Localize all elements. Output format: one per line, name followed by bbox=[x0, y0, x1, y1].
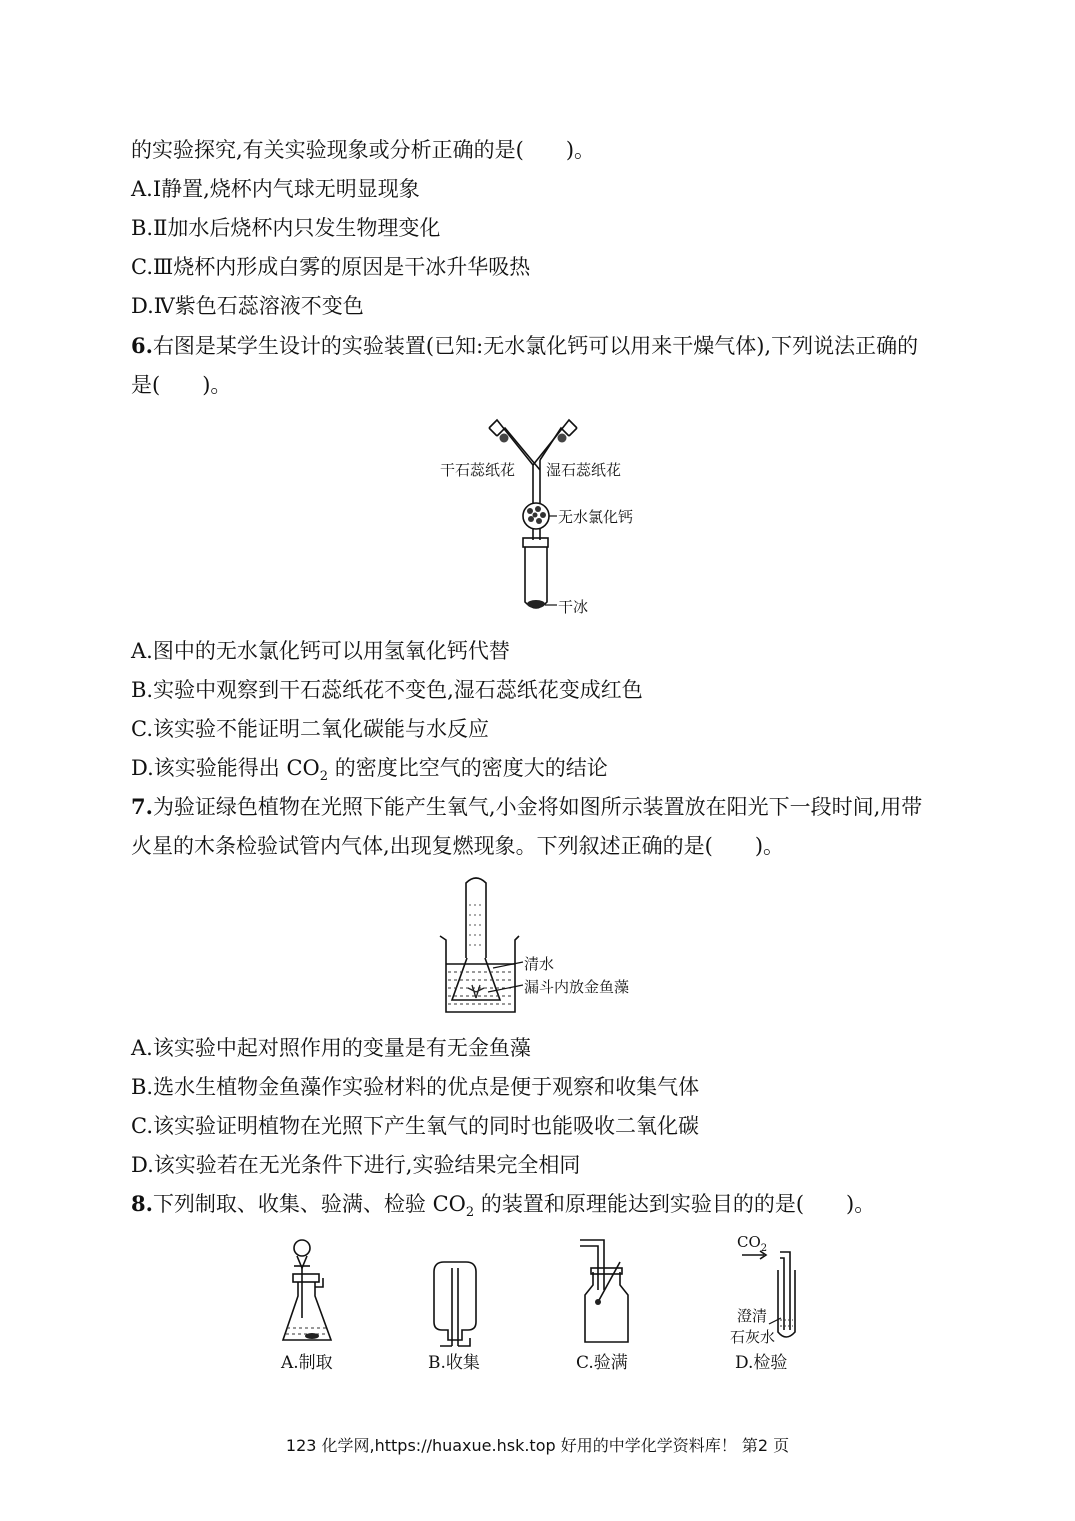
q5-stem: 的实验探究,有关实验现象或分析正确的是( )。 bbox=[131, 138, 596, 162]
label-dry-ice: 干冰 bbox=[558, 598, 589, 616]
q7-stem-line2: 火星的木条检验试管内气体,出现复燃现象。下列叙述正确的是( )。 bbox=[131, 834, 785, 858]
q5-option-b: B.Ⅱ加水后烧杯内只发生物理变化 bbox=[131, 216, 441, 240]
label-lime-water-1: 澄清 bbox=[737, 1307, 768, 1325]
q5-option-a: A.Ⅰ静置,烧杯内气球无明显现象 bbox=[131, 177, 420, 201]
caption-a: A.制取 bbox=[281, 1353, 333, 1373]
q7-option-a: A.该实验中起对照作用的变量是有无金鱼藻 bbox=[131, 1036, 531, 1060]
label-clear-water: 清水 bbox=[524, 955, 555, 973]
q6-number: 6. bbox=[131, 333, 153, 358]
q5-option-d: D.Ⅳ紫色石蕊溶液不变色 bbox=[131, 294, 364, 318]
label-wet-litmus: 湿石蕊纸花 bbox=[546, 461, 622, 479]
q6-option-c: C.该实验不能证明二氧化碳能与水反应 bbox=[131, 717, 489, 741]
caption-d: D.检验 bbox=[735, 1353, 788, 1373]
label-co2: $CO_2$ bbox=[737, 1233, 768, 1254]
q6-stem-line1: 6.右图是某学生设计的实验装置(已知:无水氯化钙可以用来干燥气体),下列说法正确的 bbox=[131, 333, 919, 358]
label-anhydrous-cacl2: 无水氯化钙 bbox=[558, 508, 634, 526]
label-funnel-pondweed: 漏斗内放金鱼藻 bbox=[524, 978, 630, 996]
q6-option-d: D.该实验能得出 $CO_2$ 的密度比空气的密度大的结论 bbox=[131, 756, 608, 785]
q8-stem: 8.下列制取、收集、验满、检验 $CO_2$ 的装置和原理能达到实验目的的是( )。 bbox=[131, 1191, 876, 1221]
q7-option-d: D.该实验若在无光条件下进行,实验结果完全相同 bbox=[131, 1153, 581, 1177]
caption-b: B.收集 bbox=[428, 1353, 480, 1373]
q6-option-b: B.实验中观察到干石蕊纸花不变色,湿石蕊纸花变成红色 bbox=[131, 678, 643, 702]
caption-c: C.验满 bbox=[576, 1353, 628, 1373]
q5-option-c: C.Ⅲ烧杯内形成白雾的原因是干冰升华吸热 bbox=[131, 255, 531, 279]
apparatus-a-generator bbox=[283, 1240, 331, 1340]
q7-number: 7. bbox=[131, 794, 153, 819]
q6-option-a: A.图中的无水氯化钙可以用氢氧化钙代替 bbox=[131, 639, 510, 663]
label-dry-litmus: 干石蕊纸花 bbox=[440, 461, 516, 479]
q7-option-b: B.选水生植物金鱼藻作实验材料的优点是便于观察和收集气体 bbox=[131, 1075, 700, 1099]
page-footer: 123 化学网,https://huaxue.hsk.top 好用的中学化学资料库！ 第2 页 bbox=[285, 1436, 790, 1455]
label-lime-water-2: 石灰水 bbox=[730, 1328, 776, 1346]
apparatus-c-bottle bbox=[580, 1240, 628, 1342]
q6-stem-line2: 是( )。 bbox=[131, 373, 232, 397]
q8-number: 8. bbox=[131, 1191, 153, 1216]
apparatus-b-collector bbox=[434, 1262, 476, 1346]
q7-stem-line1: 7.为验证绿色植物在光照下能产生氧气,小金将如图所示装置放在阳光下一段时间,用带 bbox=[131, 794, 923, 819]
q7-option-c: C.该实验证明植物在光照下产生氧气的同时也能吸收二氧化碳 bbox=[131, 1114, 699, 1138]
